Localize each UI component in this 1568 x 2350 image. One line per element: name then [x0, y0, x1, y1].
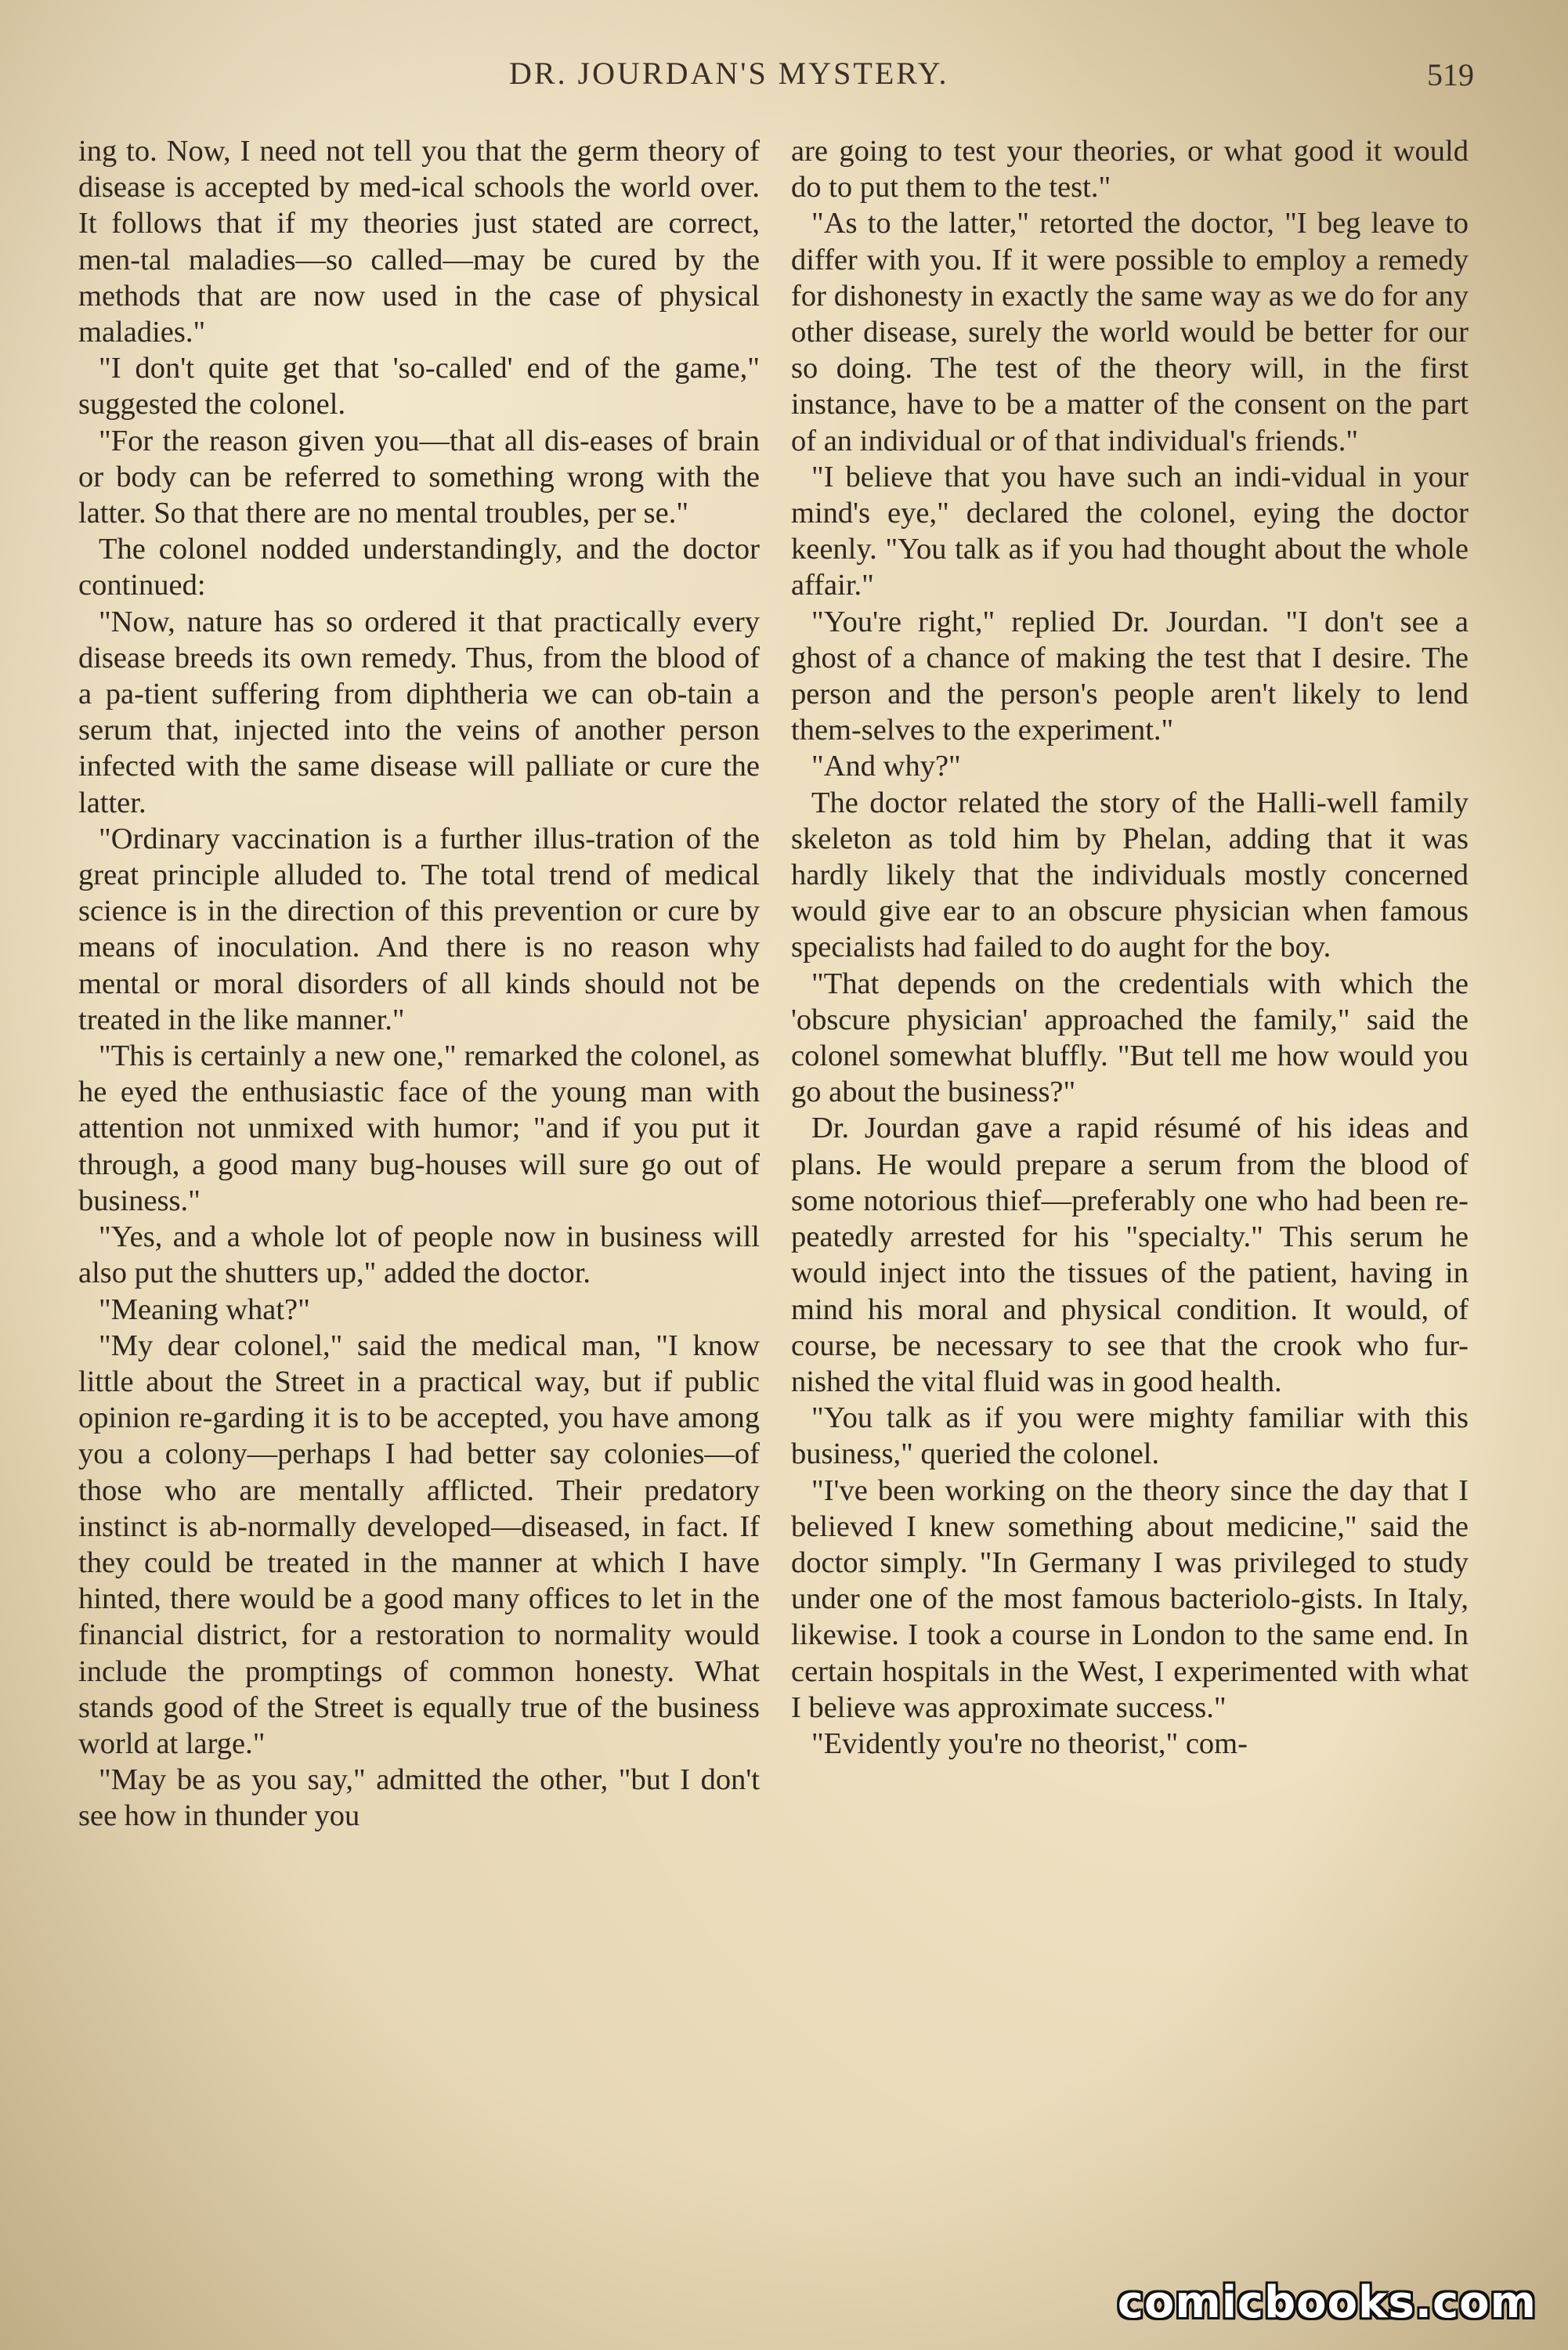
right-column	[791, 133, 1469, 1762]
paragraph: "Ordinary vaccination is a further illus-tration of the great principle alluded to. The total trend of medical science is in the direction of this prevention or cure by means of inoculation. And there is no reason why mental or moral disorders of all kinds should not be treated in the like manner."	[78, 822, 760, 1036]
paragraph: Dr. Jourdan gave a rapid résumé of his ideas and plans. He would prepare a serum from the blood of some notorious thief—preferably one who had been re-peatedly arrested for his "specialty." This serum he would inject into the tissues of the patient, having in mind his moral and physical condition. It would, of course, be necessary to see that the crook who fur-nished the vital fluid was in good health.	[791, 1112, 1469, 1398]
paragraph: The doctor related the story of the Halli-well family skeleton as told him by Phelan, adding that it was hardly likely that the individuals mostly concerned would give ear to an obscure physician when famous specialists had failed to do aught for the boy.	[791, 786, 1469, 964]
left-column	[78, 133, 760, 1835]
paragraph: "Evidently you're no theorist," com-	[811, 1726, 1248, 1760]
paragraph: "I've been working on the theory since the day that I believed I knew something about medicine," said the doctor simply. "In Germany I was privileged to study under one of the most famous bacteriolo-gists. In Italy, likewise. I took a course in London to the same end. In certain hospitals in the West, I experimented with what I believe was approximate success."	[791, 1473, 1469, 1724]
paragraph: "You talk as if you were mighty familiar with this business," queried the colonel.	[791, 1401, 1469, 1471]
paragraph: are going to test your theories, or what good it would do to put them to the test."	[791, 135, 1469, 204]
paragraph: "You're right," replied Dr. Jourdan. "I don't see a ghost of a chance of making the test that I desire. The person and the person's people aren't likely to lend them-selves to the experiment."	[791, 605, 1469, 747]
paragraph: "That depends on the credentials with which the 'obscure physician' approached the family," said the colonel somewhat bluffly. "But tell me how would you go about the business?"	[791, 967, 1469, 1109]
paragraph: "For the reason given you—that all dis-eases of brain or body can be referred to something wrong with the latter. So that there are no mental troubles, per se."	[78, 424, 760, 530]
paragraph: "Now, nature has so ordered it that practically every disease breeds its own remedy. Thus, from the blood of a pa-tient suffering from diphtheria we can ob-tain a serum that, injected into the veins of another person infected with the same disease will palliate or cure the latter.	[78, 605, 760, 819]
paragraph: "May be as you say," admitted the other, "but I don't see how in thunder you	[78, 1763, 760, 1833]
paragraph: "My dear colonel," said the medical man, "I know little about the Street in a practical way, but if public opinion re-garding it is to be accepted, you have among you a colony—perhaps I had better say colonies—of those who are mentally afflicted. Their predatory instinct is ab-normally developed—diseased, in fact. If they could be treated in the manner at which I have hinted, there would be a good many offices to let in the financial district, for a restoration to normality would include the promptings of common honesty. What stands good of the Street is equally true of the business world at large."	[78, 1329, 760, 1760]
paragraph: "And why?"	[811, 750, 961, 783]
paragraph: "I don't quite get that 'so-called' end of the game," suggested the colonel.	[78, 352, 760, 421]
paragraph: "This is certainly a new one," remarked the colonel, as he eyed the enthusiastic face of the young man with attention not unmixed with humor; "and if you put it through, a good many bug-houses will sure go out of business."	[78, 1039, 760, 1217]
paragraph: ing to. Now, I need not tell you that the germ theory of disease is accepted by med-ical schools the world over. It follows that if my theories just stated are correct, men-tal maladies—so called—may be cured by the methods that are now used in the case of physical maladies."	[78, 135, 760, 349]
paragraph: "As to the latter," retorted the doctor, "I beg leave to differ with you. If it were possible to employ a remedy for dishonesty in exactly the same way as we do for any other disease, surely the world would be better for our so doing. The test of the theory will, in the first instance, have to be a matter of the consent on the part of an individual or of that individual's friends."	[791, 207, 1469, 457]
site-watermark: comicbooks.com	[1117, 2277, 1537, 2328]
paragraph: "I believe that you have such an indi-vidual in your mind's eye," declared the colonel, eying the doctor keenly. "You talk as if you had thought about the whole affair."	[791, 460, 1469, 602]
paragraph: The colonel nodded understandingly, and the doctor continued:	[78, 533, 760, 602]
paragraph: "Meaning what?"	[99, 1292, 310, 1326]
running-head: DR. JOURDAN'S MYSTERY.	[509, 56, 949, 91]
paragraph: "Yes, and a whole lot of people now in business will also put the shutters up," added the doctor.	[78, 1220, 760, 1290]
page-number: 519	[1427, 57, 1474, 92]
